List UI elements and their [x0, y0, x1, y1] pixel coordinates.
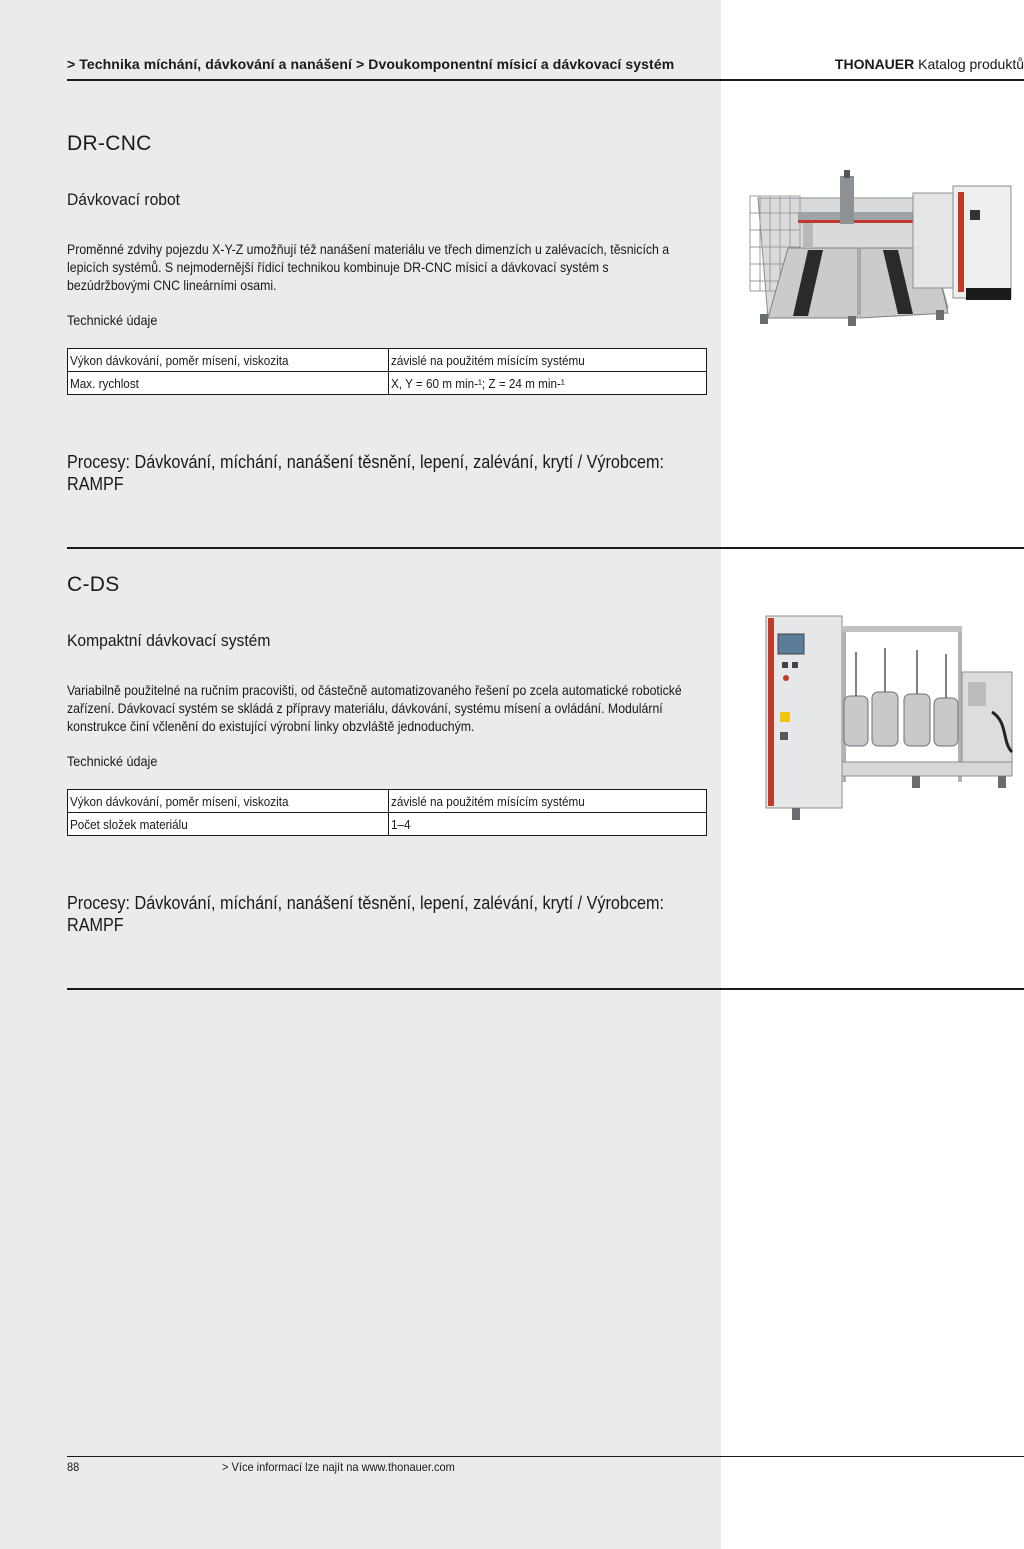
product-subtitle: Dávkovací robot — [67, 190, 181, 209]
spec-table — [67, 789, 707, 836]
table-row — [68, 813, 707, 836]
spec-key: Výkon dávkování, poměr mísení, viskozita — [70, 352, 289, 368]
breadcrumb: > Technika míchání, dávkování a nanášení > Dvoukomponentní mísicí a dávkovací systém — [67, 56, 675, 72]
product-subtitle: Kompaktní dávkovací systém — [67, 631, 271, 650]
spec-key: Výkon dávkování, poměr mísení, viskozita — [70, 793, 289, 809]
spec-value: X, Y = 60 m min-¹; Z = 24 m min-¹ — [391, 375, 565, 391]
tech-data-label: Technické údaje — [67, 753, 158, 769]
product-title: C-DS — [67, 573, 120, 596]
header-divider — [67, 79, 1024, 81]
product-description: Variabilně použitelné na ručním pracovišti, od částečně automatizovaného řešení po zcela automatické robotické zařízení. Dávkovací systém se skládá z přípravy materiálu, dávkování, systému mísení a ovládání. Modulární konstrukce činí včlenění do existující výrobní linky obzvláště jednoduchým. — [67, 682, 682, 734]
product-title: DR-CNC — [67, 132, 152, 155]
brand-name: THONAUER — [834, 56, 915, 72]
dosing-robot-image — [748, 168, 1016, 330]
spec-key: Max. rychlost — [70, 375, 139, 391]
compact-dosing-system-image — [762, 612, 1020, 828]
table-row — [68, 790, 707, 813]
section-divider — [67, 988, 1024, 990]
table-row — [68, 349, 707, 372]
section-divider — [67, 547, 1024, 549]
spec-value: závislé na použitém mísícím systému — [391, 793, 585, 809]
processes-text: Procesy: Dávkování, míchání, nanášení těsnění, lepení, zalévání, krytí / Výrobcem: RAMPF — [67, 893, 664, 935]
catalog-label: Katalog produktů — [914, 56, 1024, 72]
processes-text: Procesy: Dávkování, míchání, nanášení těsnění, lepení, zalévání, krytí / Výrobcem: RAMPF — [67, 452, 664, 494]
footer-divider — [67, 1456, 1024, 1457]
more-info-link[interactable]: > Více informací lze najít na www.thonauer.com — [222, 1460, 455, 1474]
spec-key: Počet složek materiálu — [70, 816, 188, 832]
spec-table — [67, 348, 707, 395]
page-number: 88 — [67, 1460, 80, 1474]
catalog-brand — [835, 56, 1024, 72]
tech-data-label: Technické údaje — [67, 312, 158, 328]
product-description: Proměnné zdvihy pojezdu X-Y-Z umožňují též nanášení materiálu ve třech dimenzích u zalévacích, těsnicích a lepicích systémů. S nejmodernější řídicí technikou kombinuje DR-CNC mísicí a dávkovací systém s bezúdržbovými CNC lineárními osami. — [67, 241, 670, 293]
spec-value: závislé na použitém mísícím systému — [391, 352, 585, 368]
table-row — [68, 372, 707, 395]
spec-value: 1–4 — [391, 816, 411, 832]
